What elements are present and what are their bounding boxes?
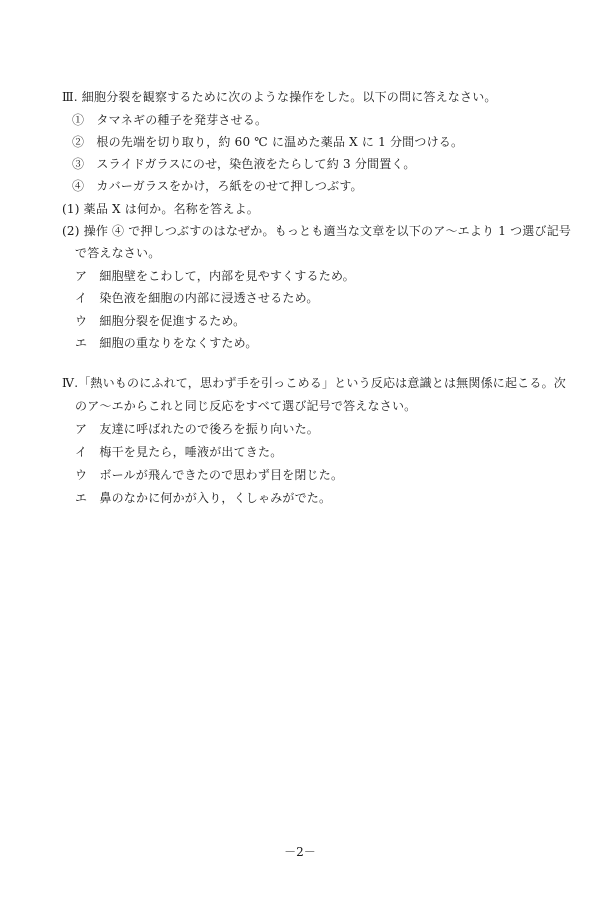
page-number: －2－ <box>284 845 316 859</box>
section3-step-2: ② 根の先端を切り取り，約 60 ℃ に温めた薬品 X に 1 分間つける。 <box>72 135 464 149</box>
section3-step-1: ① タマネギの種子を発芽させる。 <box>72 113 268 127</box>
section4-line-1: Ⅳ.「熱いものにふれて，思わず手を引っこめる」という反応は意識とは無関係に起こる。次 <box>62 376 566 390</box>
section3-heading: Ⅲ. 細胞分裂を観察するために次のような操作をした。以下の問に答えなさい。 <box>62 90 497 104</box>
section3-step-4: ④ カバーガラスをかけ，ろ紙をのせて押しつぶす。 <box>72 179 363 193</box>
question-2-choice-b: イ 染色液を細胞の内部に浸透させるため。 <box>75 291 319 305</box>
question-2-choice-c: ウ 細胞分裂を促進するため。 <box>75 314 246 328</box>
question-2-choice-a: ア 細胞壁をこわして，内部を見やすくするため。 <box>75 269 355 283</box>
question-2-line-2: で答えなさい。 <box>75 246 161 260</box>
section4-line-2: のア～エからこれと同じ反応をすべて選び記号で答えなさい。 <box>75 399 417 413</box>
question-1: (1) 薬品 X は何か。名称を答えよ。 <box>62 202 259 216</box>
section4-choice-a: ア 友達に呼ばれたので後ろを振り向いた。 <box>75 422 320 436</box>
question-2-line-1: (2) 操作 ④ で押しつぶすのはなぜか。もっとも適当な文章を以下のア～エより 1 つ選び記号 <box>62 224 572 238</box>
section4-choice-d: エ 鼻のなかに何かが入り，くしゃみがでた。 <box>75 491 332 505</box>
question-2-choice-d: エ 細胞の重なりをなくすため。 <box>75 336 258 350</box>
section3-step-3: ③ スライドガラスにのせ，染色液をたらして約 3 分間置く。 <box>72 157 416 171</box>
section4-choice-b: イ 梅干を見たら，唾液が出てきた。 <box>75 445 283 459</box>
section4-choice-c: ウ ボールが飛んできたので思わず目を閉じた。 <box>75 468 344 482</box>
